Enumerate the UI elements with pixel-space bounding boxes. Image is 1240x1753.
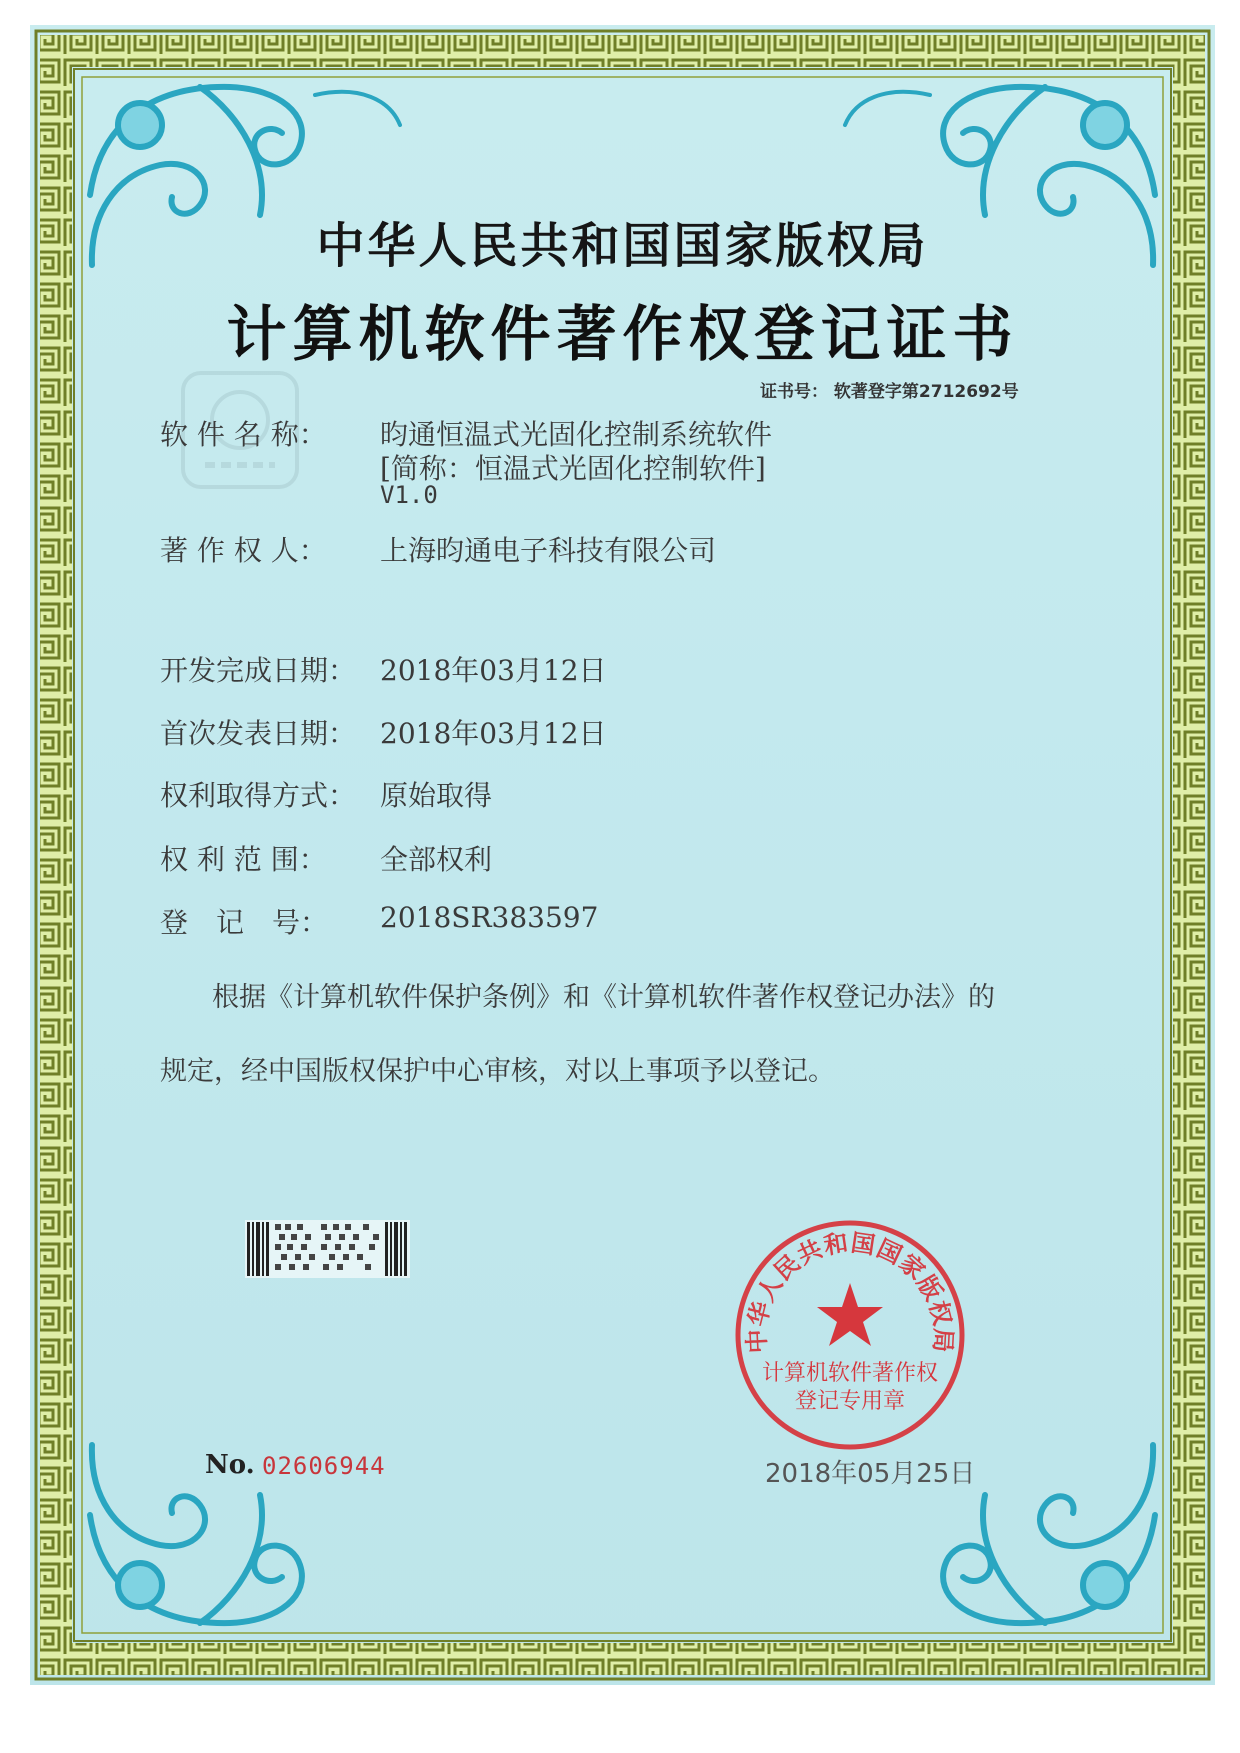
issue-date: 2018年05月25日 [765, 1459, 976, 1489]
seal-inner-line-2: 登记专用章 [794, 1389, 906, 1414]
seal-inner-line-1: 计算机软件著作权 [761, 1361, 939, 1386]
serial-label: No. [205, 1450, 255, 1480]
acquisition-method-label: 权利取得方式： [160, 779, 357, 812]
registration-number-label: 登 记 号： [160, 906, 329, 939]
copyright-owner-value: 上海昀通电子科技有限公司 [380, 534, 717, 567]
publication-date-value: 2018年03月12日 [380, 717, 607, 750]
publication-date-label: 首次发表日期： [160, 717, 357, 750]
completion-date-value: 2018年03月12日 [380, 654, 607, 687]
software-version-value: V1.0 [380, 481, 438, 509]
rights-scope-label: 权 利 范 围： [160, 843, 327, 876]
copyright-owner-label: 著 作 权 人： [160, 534, 327, 567]
acquisition-method-value: 原始取得 [380, 779, 493, 812]
official-seal-icon [730, 1215, 970, 1455]
statement-line-2: 规定，经中国版权保护中心审核，对以上事项予以登记。 [160, 1056, 835, 1087]
certificate-number: 证书号： 软著登字第2712692号 [760, 382, 1019, 402]
software-name-value: 昀通恒温式光固化控制系统软件 [380, 418, 773, 451]
seal-ring-text: 中华人民共和国国家版权局 [742, 1228, 958, 1354]
barcode-icon [245, 1220, 410, 1278]
document-title: 计算机软件著作权登记证书 [226, 300, 1019, 370]
serial-number: 02606944 [262, 1452, 386, 1480]
rights-scope-value: 全部权利 [380, 843, 493, 876]
issuing-authority: 中华人民共和国国家版权局 [316, 218, 929, 274]
completion-date-label: 开发完成日期： [160, 654, 357, 687]
software-name-label: 软 件 名 称： [160, 418, 327, 451]
registration-number-value: 2018SR383597 [380, 901, 599, 934]
statement-line-1: 根据《计算机软件保护条例》和《计算机软件著作权登记办法》的 [212, 982, 995, 1013]
software-short-name-value: [简称：恒温式光固化控制软件] [380, 452, 766, 485]
certificate [30, 25, 1215, 1685]
